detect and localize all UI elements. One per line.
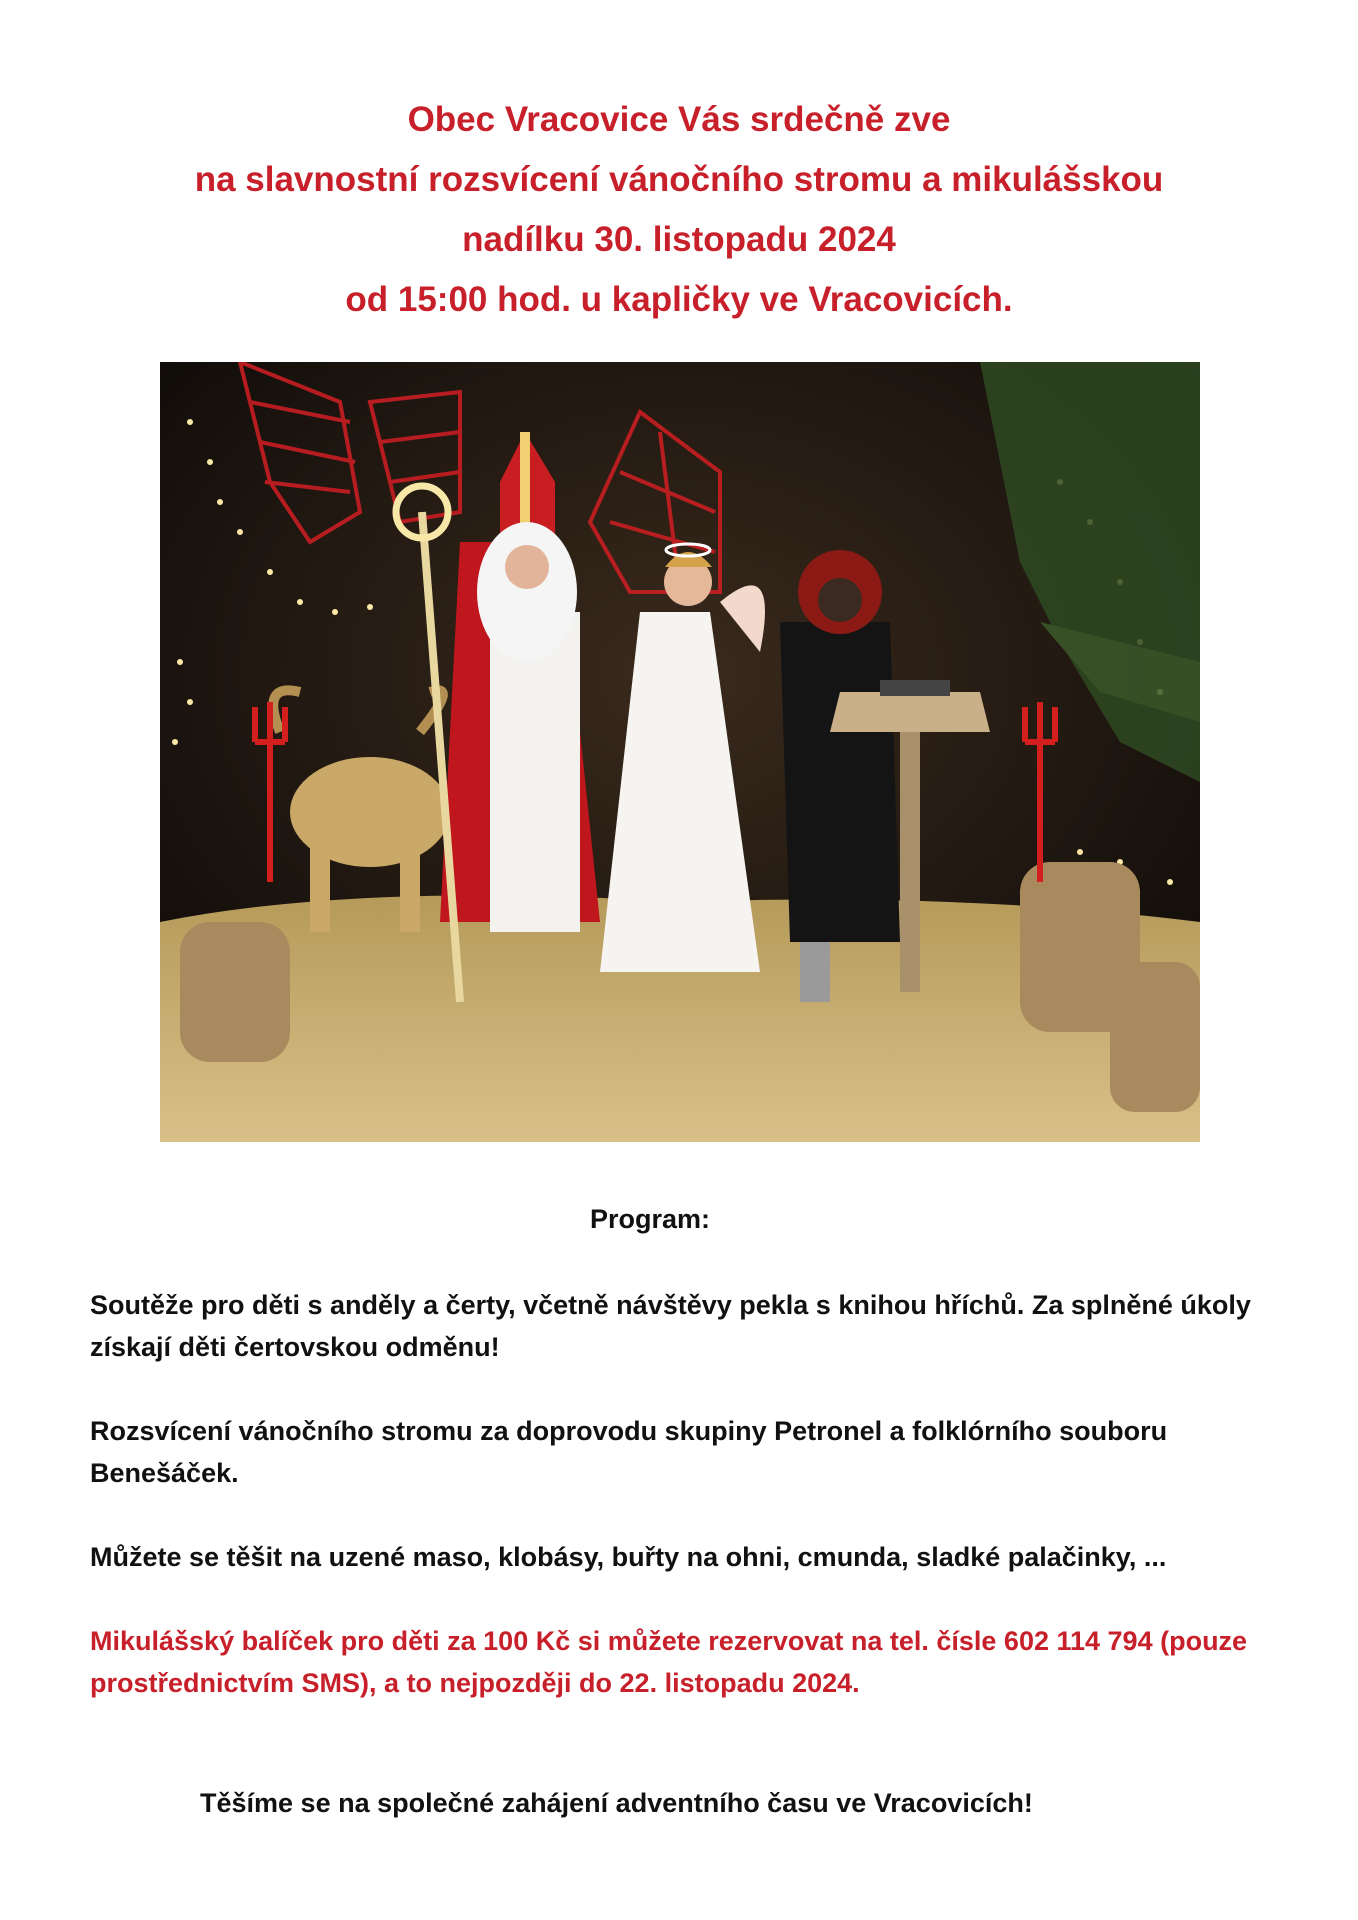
program-item-tree-lighting: Rozsvícení vánočního stromu za doprovodu skupiny Petronel a folklórního souboru Benešáček.	[90, 1416, 1168, 1488]
event-photo-illustration	[160, 362, 1200, 1142]
program-title: Program:	[589, 1204, 711, 1234]
program-item-reservation: Mikulášský balíček pro děti za 100 Kč si můžete rezervovat na tel. čísle 602 114 794 (pouze prostřednictvím SMS), a to nejpozději do 22. listopadu 2024.	[90, 1626, 1248, 1698]
program-item-competitions: Soutěže pro děti s anděly a čerty, včetně návštěvy pekla s knihou hříchů. Za splněné úkoly získají děti čertovskou odměnu!	[90, 1290, 1251, 1362]
header-line-2: na slavnostní rozsvícení vánočního stromu a mikulášskou	[194, 160, 1164, 199]
header-line-4: od 15:00 hod. u kapličky ve Vracovicích.	[345, 280, 1013, 319]
invitation-header	[0, 90, 1358, 330]
program-item-food: Můžete se těšit na uzené maso, klobásy, buřty na ohni, cmunda, sladké palačinky, ...	[90, 1542, 1167, 1572]
event-photo	[160, 362, 1200, 1142]
header-line-3: nadílku 30. listopadu 2024	[462, 220, 896, 259]
closing-message: Těšíme se na společné zahájení adventního času ve Vracovicích!	[200, 1788, 1033, 1818]
header-line-1: Obec Vracovice Vás srdečně zve	[407, 100, 951, 139]
